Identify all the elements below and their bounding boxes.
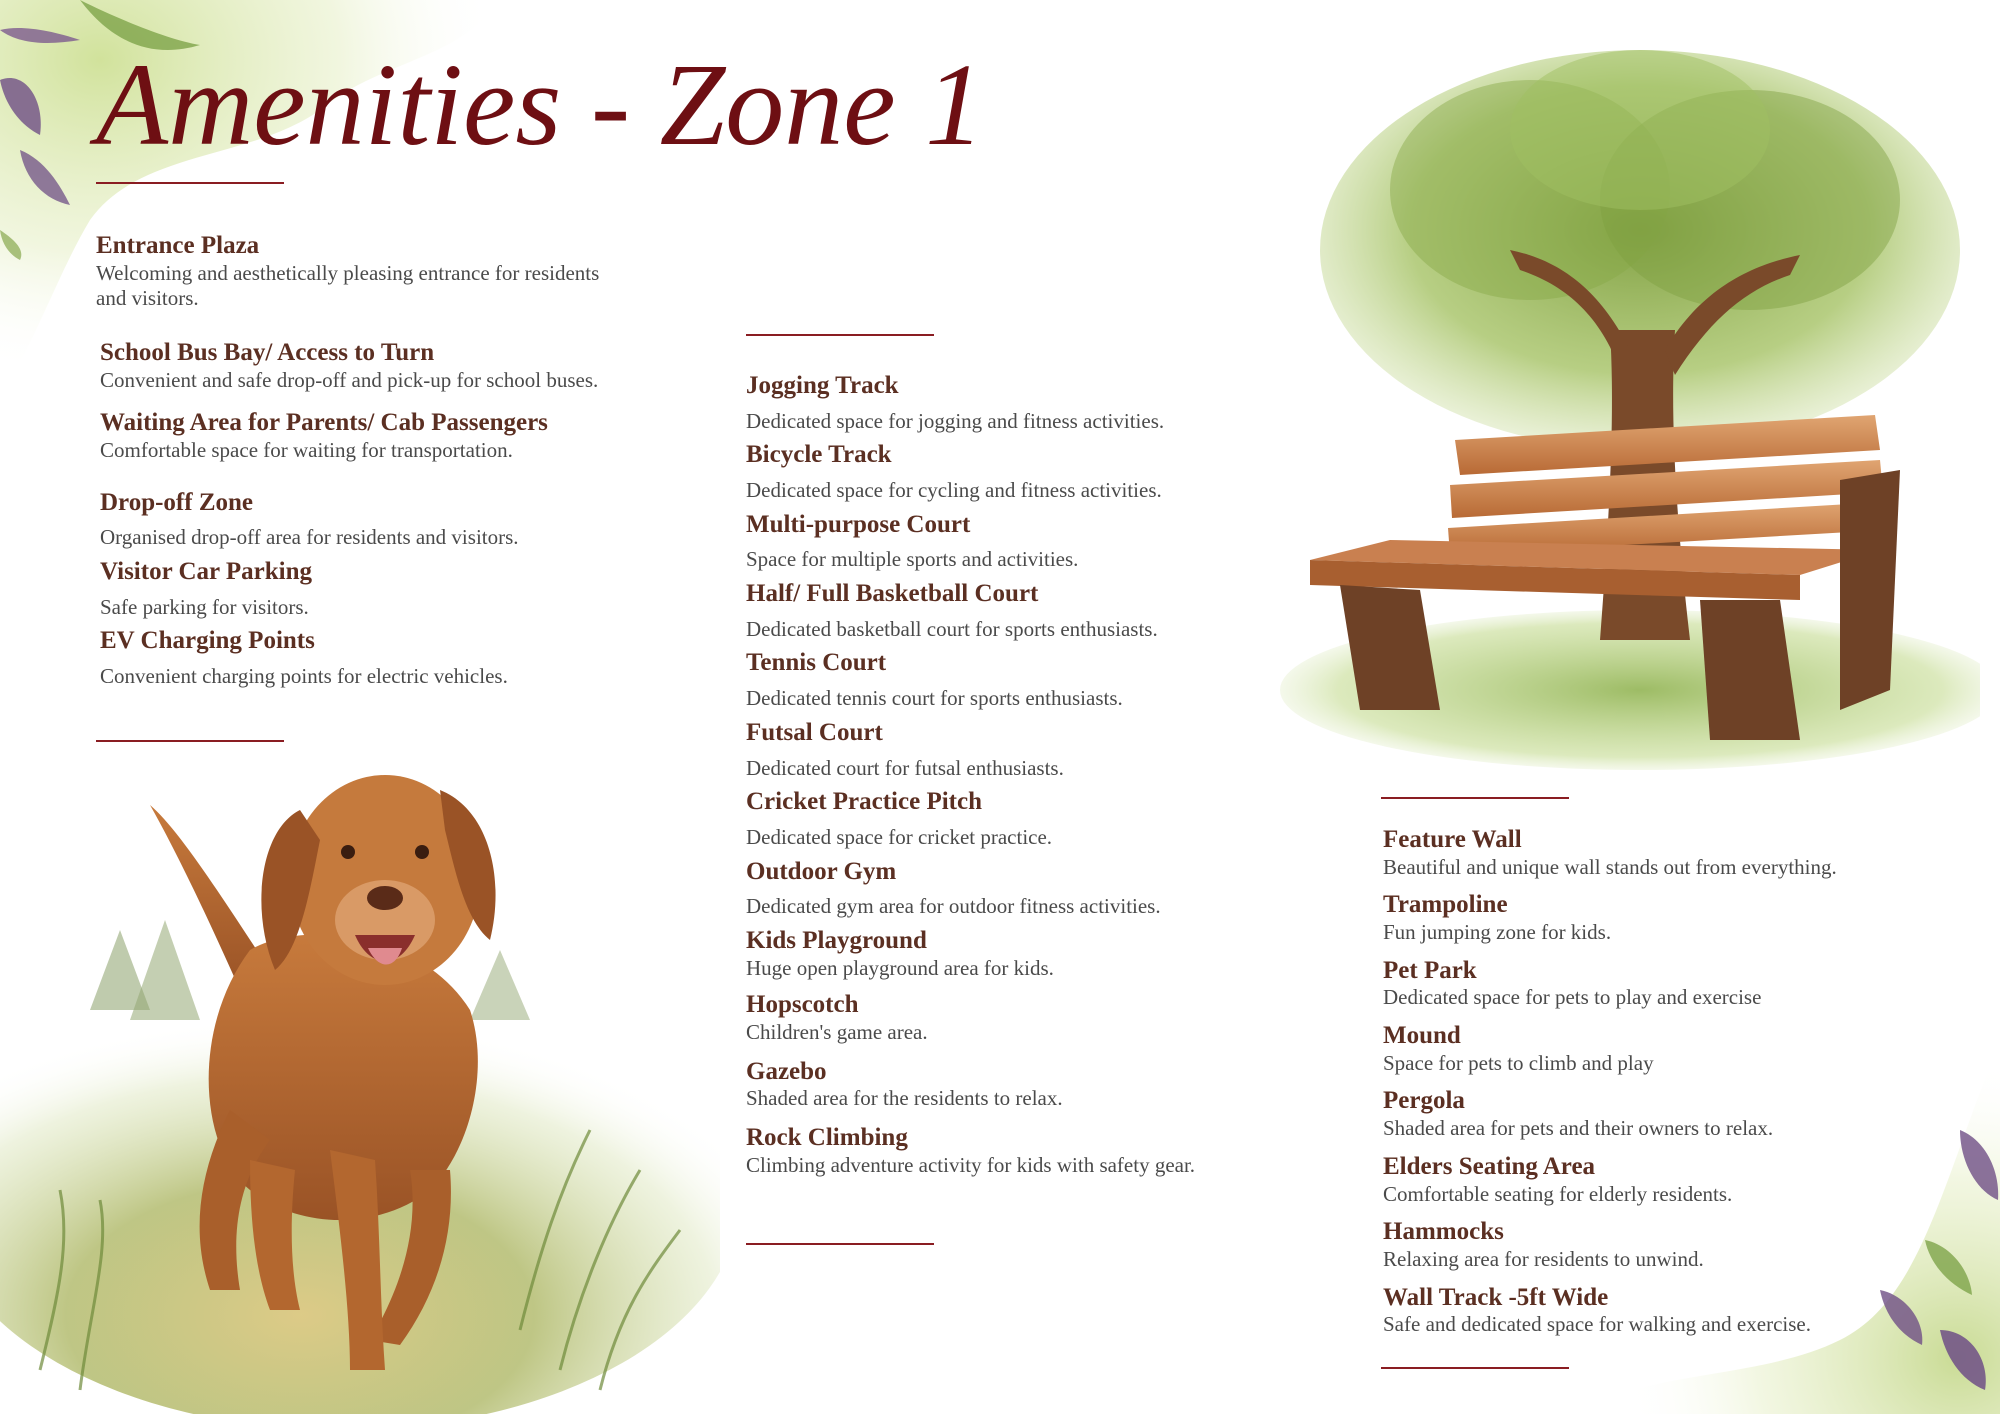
column-sports-amenities [746,372,1306,1178]
list-item [746,1058,1306,1112]
amenity-name: Trampoline [1383,891,1508,919]
amenity-name: Waiting Area for Parents/ Cab Passengers [100,409,548,437]
list-item [100,489,616,551]
amenity-description: Organised drop-off area for residents and visitors. [100,525,519,550]
amenity-name: Mound [1383,1022,1461,1050]
amenity-description: Comfortable seating for elderly residents. [1383,1181,1733,1206]
column-2-bottom-divider [746,1243,934,1245]
list-item [746,372,1306,434]
amenity-name: Elders Seating Area [1383,1152,1596,1180]
amenity-name: School Bus Bay/ Access to Turn [100,338,435,366]
amenity-description: Safe parking for visitors. [100,594,309,619]
list-item [746,927,1306,981]
list-item [746,788,1306,850]
column-3-top-divider [1381,797,1569,799]
amenity-name: Entrance Plaza [96,232,260,259]
amenity-description: Children's game area. [746,1019,928,1044]
amenity-description: Welcoming and aesthetically pleasing entrance for residents and visitors. [96,260,600,311]
column-leisure-amenities [1383,826,1943,1338]
amenity-name: Multi-purpose Court [746,510,971,538]
list-item [746,580,1306,642]
list-item [1383,957,1943,1011]
watercolor-dog-icon [0,770,720,1414]
amenity-description: Dedicated court for futsal enthusiasts. [746,755,1064,780]
amenity-name: Cricket Practice Pitch [746,788,982,816]
amenity-description: Convenient and safe drop-off and pick-up for school buses. [100,367,599,392]
list-item [746,441,1306,503]
list-item [746,1124,1306,1178]
amenity-description: Dedicated gym area for outdoor fitness activities. [746,894,1161,919]
amenity-description: Convenient charging points for electric vehicles. [100,664,508,689]
list-item [1383,1022,1943,1076]
watercolor-bench-tree-icon [1280,30,1980,780]
amenity-name: Jogging Track [746,372,899,399]
list-item [746,858,1306,920]
column-1-divider [96,740,284,742]
column-2-top-divider [746,334,934,336]
amenity-description: Beautiful and unique wall stands out from everything. [1383,854,1837,879]
list-item [746,991,1306,1045]
amenity-name: Tennis Court [746,649,887,677]
list-item [100,627,616,689]
amenity-description: Dedicated basketball court for sports enthusiasts. [746,616,1158,641]
list-item [100,339,616,393]
list-item [1383,891,1943,945]
amenity-name: Outdoor Gym [746,857,897,885]
amenity-description: Shaded area for pets and their owners to relax. [1383,1116,1774,1141]
amenity-name: Futsal Court [746,718,883,746]
list-item [1383,1087,1943,1141]
amenity-name: Half/ Full Basketball Court [746,580,1039,608]
amenity-name: Wall Track -5ft Wide [1383,1283,1609,1311]
amenity-description: Dedicated tennis court for sports enthusiasts. [746,686,1123,711]
list-item [100,558,616,620]
column-entrance-amenities [96,232,616,690]
amenity-name: Pet Park [1383,956,1477,984]
list-item [746,719,1306,781]
amenity-name: Rock Climbing [746,1123,908,1151]
list-item [1383,1284,1943,1338]
list-item [746,649,1306,711]
amenity-name: Drop-off Zone [100,488,254,516]
amenity-description: Space for pets to climb and play [1383,1050,1654,1075]
amenity-name: Gazebo [746,1057,827,1085]
amenity-description: Dedicated space for cycling and fitness activities. [746,478,1162,503]
list-item [96,232,616,312]
column-3-bottom-divider [1381,1367,1569,1369]
amenity-description: Dedicated space for cricket practice. [746,824,1053,849]
amenity-name: Hammocks [1383,1218,1504,1246]
list-item [746,511,1306,573]
amenity-description: Dedicated space for jogging and fitness activities. [746,408,1165,433]
title-divider [96,182,284,184]
amenity-description: Dedicated space for pets to play and exercise [1383,985,1762,1010]
amenity-description: Comfortable space for waiting for transportation. [100,438,513,463]
list-item [1383,1153,1943,1207]
amenity-description: Fun jumping zone for kids. [1383,920,1612,945]
page-title: Amenities - Zone 1 [96,39,985,170]
amenity-name: Bicycle Track [746,441,892,469]
list-item [1383,826,1943,880]
amenity-name: Feature Wall [1383,826,1522,853]
amenity-description: Relaxing area for residents to unwind. [1383,1246,1704,1271]
amenity-name: Kids Playground [746,926,927,954]
amenity-description: Huge open playground area for kids. [746,955,1054,980]
list-item [100,409,616,463]
amenity-description: Safe and dedicated space for walking and exercise. [1383,1312,1811,1337]
amenity-description: Shaded area for the residents to relax. [746,1086,1063,1111]
amenity-name: Hopscotch [746,991,859,1019]
list-item [1383,1218,1943,1272]
amenity-name: EV Charging Points [100,627,315,655]
amenity-description: Space for multiple sports and activities. [746,547,1079,572]
amenity-description: Climbing adventure activity for kids with safety gear. [746,1152,1196,1177]
amenity-name: Visitor Car Parking [100,558,313,586]
amenity-name: Pergola [1383,1087,1465,1115]
